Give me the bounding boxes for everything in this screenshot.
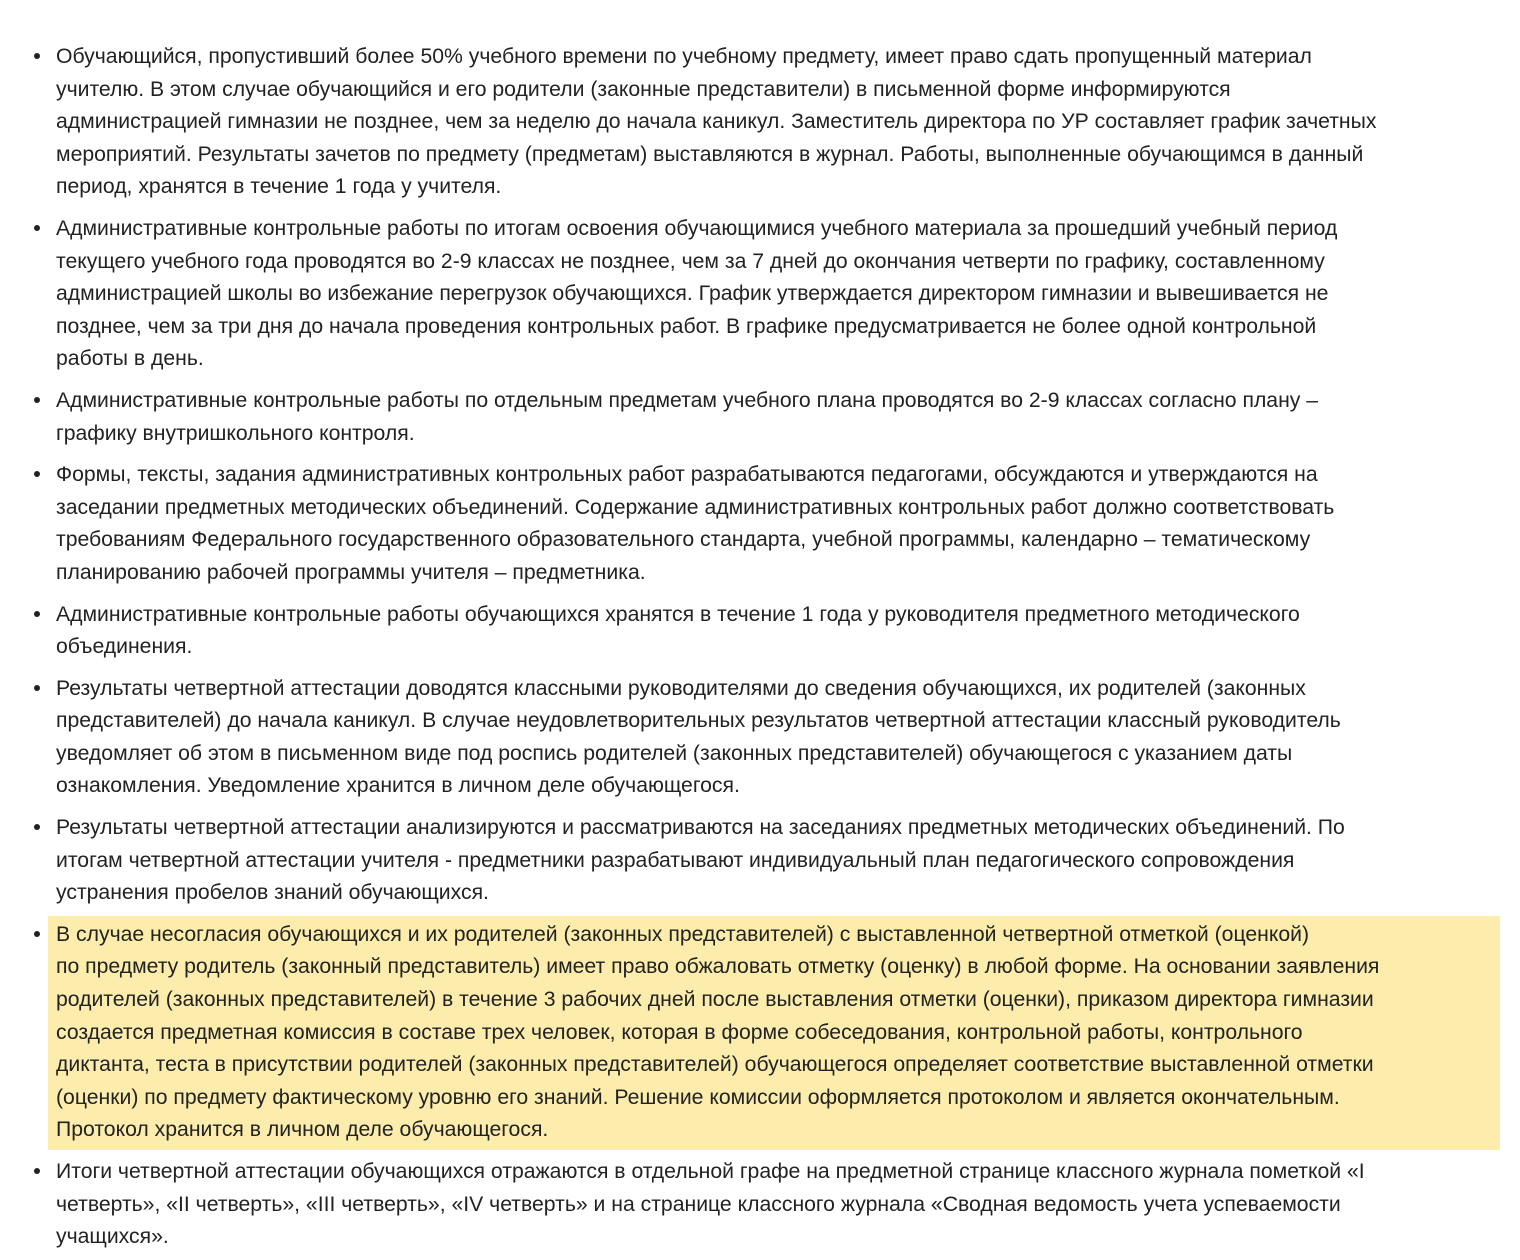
list-item-text: В случае несогласия обучающихся и их родителей (законных представителей) с выставленной четвертной отметкой (оценкой) по предмету родитель (законный представитель) имеет право обжаловать отметку (оценку) в любой форме. На основании заявления родителей (законных представителей) в течение 3 рабочих дней после выставления отметки (оценки), приказом директора гимназии создается предметная комиссия в составе трех человек, которая в форме собеседования, контрольной работы, контрольного диктанта, теста в присутствии родителей (законных представителей) обучающегося определяет соответствие выставленной отметки (оценки) по предмету фактическому уровню его знаний. Решение комиссии оформляется протоколом и является окончательным. Протокол хранится в личном деле обучающегося. — [56, 922, 1380, 1142]
bullet-icon — [34, 471, 40, 477]
bullet-icon — [34, 397, 40, 403]
list-item — [48, 670, 1500, 806]
bullet-icon — [34, 53, 40, 59]
bullet-icon — [34, 685, 40, 691]
bullet-icon — [34, 931, 40, 937]
bullet-icon — [34, 611, 40, 617]
list-item-text: Административные контрольные работы обучающихся хранятся в течение 1 года у руководителя предметного методического объединения. — [56, 602, 1300, 659]
list-item — [48, 382, 1500, 453]
bullet-list — [0, 38, 1520, 1257]
list-item — [48, 1153, 1500, 1257]
list-item — [48, 809, 1500, 913]
list-item — [48, 456, 1500, 592]
list-item-text: Обучающийся, пропустивший более 50% учебного времени по учебному предмету, имеет право сдать пропущенный материал учителю. В этом случае обучающийся и его родители (законные представители) в письменной форме информируются администрацией гимназии не позднее, чем за неделю до начала каникул. Заместитель директора по УР составляет график зачетных мероприятий. Результаты зачетов по предмету (предметам) выставляются в журнал. Работы, выполненные обучающимся в данный период, хранятся в течение 1 года у учителя. — [56, 45, 1377, 199]
bullet-icon — [34, 824, 40, 830]
list-item-text: Административные контрольные работы по отдельным предметам учебного плана проводятся во 2-9 классах согласно плану – графику внутришкольного контроля. — [56, 388, 1319, 445]
bullet-icon — [34, 225, 40, 231]
list-item-text: Результаты четвертной аттестации анализируются и рассматриваются на заседаниях предметных методических объединений. По итогам четвертной аттестации учителя - предметники разрабатывают индивидуальный план педагогического сопровождения устранения пробелов знаний обучающихся. — [56, 816, 1345, 905]
list-item-highlighted — [48, 916, 1500, 1150]
list-item-text: Административные контрольные работы по итогам освоения обучающимися учебного материала за прошедший учебный период текущего учебного года проводятся во 2-9 классах не позднее, чем за 7 дней до окончания четверти по графику, составленному администрацией школы во избежание перегрузок обучающихся. График утверждается директором гимназии и вывешивается не позднее, чем за три дня до начала проведения контрольных работ. В графике предусматривается не более одной контрольной работы в день. — [56, 216, 1338, 371]
list-item-text: Результаты четвертной аттестации доводятся классными руководителями до сведения обучающихся, их родителей (законных представителей) до начала каникул. В случае неудовлетворительных результатов четвертной аттестации классный руководитель уведомляет об этом в письменном виде под роспись родителей (законных представителей) обучающегося с указанием даты ознакомления. Уведомление хранится в личном деле обучающегося. — [56, 676, 1341, 798]
list-item — [48, 210, 1500, 379]
bullet-icon — [34, 1168, 40, 1174]
list-item — [48, 596, 1500, 667]
list-item-text: Итоги четвертной аттестации обучающихся отражаются в отдельной графе на предметной странице классного журнала пометкой «I четверть», «II четверть», «III четверть», «IV четверть» и на странице классного журнала «Сводная ведомость учета успеваемости учащихся». — [56, 1160, 1365, 1249]
list-item — [48, 38, 1500, 207]
list-item-text: Формы, тексты, задания административных контрольных работ разрабатываются педагогами, обсуждаются и утверждаются на заседании предметных методических объединений. Содержание административных контрольных работ должно соответствовать требованиям Федерального государственного образовательного стандарта, учебной программы, календарно – тематическому планированию рабочей программы учителя – предметника. — [56, 463, 1335, 584]
